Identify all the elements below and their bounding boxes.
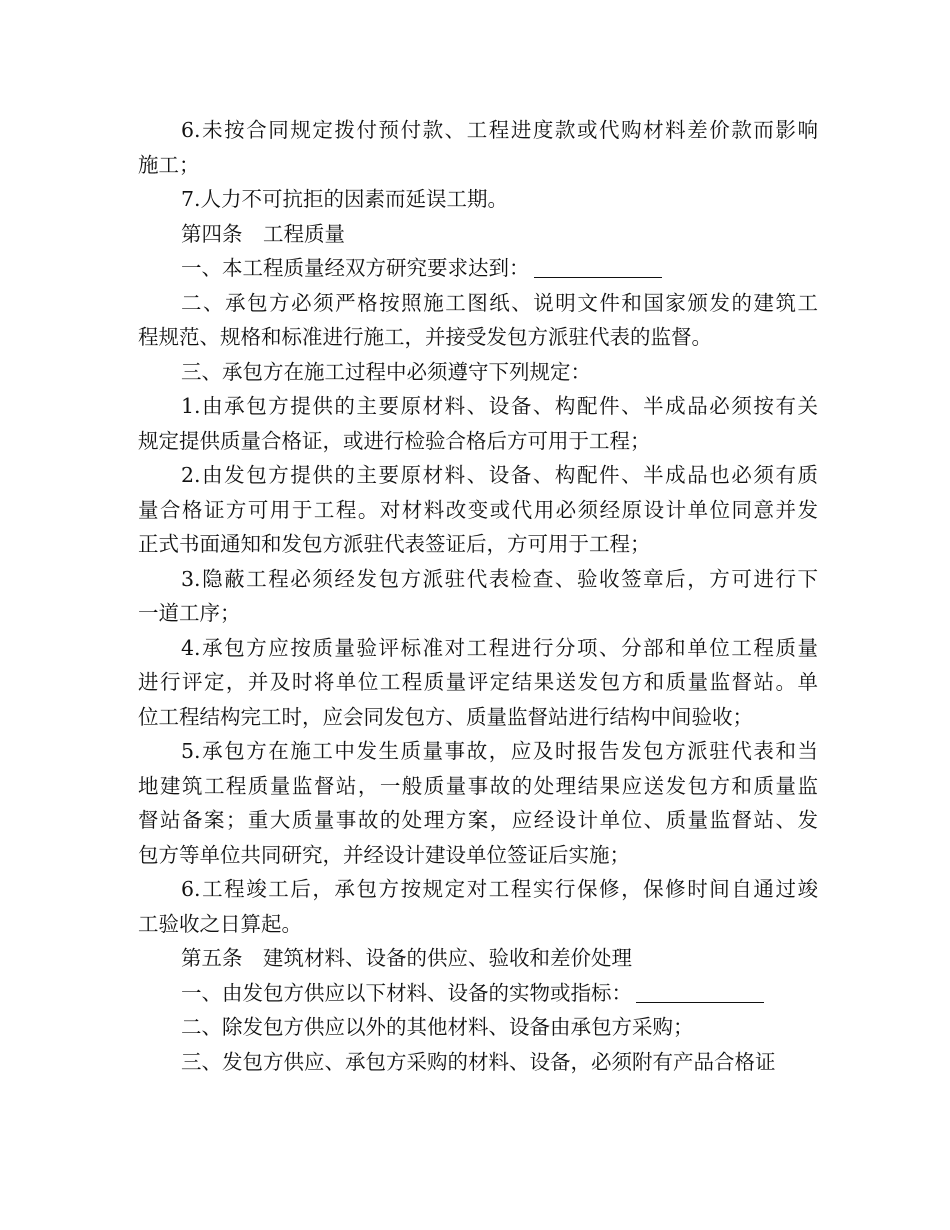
text-line bbox=[138, 148, 818, 183]
paragraph bbox=[138, 872, 818, 941]
paragraph bbox=[138, 562, 818, 631]
text-line bbox=[138, 976, 818, 1011]
text-line bbox=[138, 320, 818, 355]
text-line-content: 量合格证方可用于工程。对材料改变或代用必须经原设计单位同意并发 bbox=[138, 497, 818, 522]
text-line bbox=[138, 907, 818, 942]
text-line bbox=[138, 113, 818, 148]
text-line-content: 施工； bbox=[138, 152, 200, 177]
text-line-content: 1.由承包方提供的主要原材料、设备、构配件、半成品必须按有关 bbox=[181, 394, 818, 418]
paragraph bbox=[138, 941, 818, 976]
text-line-content: 7.人力不可抗拒的因素而延误工期。 bbox=[181, 187, 509, 211]
text-line bbox=[138, 355, 818, 390]
text-line bbox=[138, 803, 818, 838]
text-line-content: 包方等单位共同研究，并经设计建设单位签证后实施； bbox=[138, 842, 630, 867]
text-line-content: 3.隐蔽工程必须经发包方派驻代表检查、验收签章后，方可进行下 bbox=[181, 566, 818, 591]
text-line bbox=[138, 1010, 818, 1045]
paragraph bbox=[138, 251, 818, 286]
text-line-content: 二、承包方必须严格按照施工图纸、说明文件和国家颁发的建筑工 bbox=[181, 290, 818, 315]
text-line-content: 三、承包方在施工过程中必须遵守下列规定： bbox=[181, 359, 591, 384]
paragraph bbox=[138, 458, 818, 562]
text-line bbox=[138, 286, 818, 321]
text-line bbox=[138, 527, 818, 562]
text-line-content: 进行评定，并及时将单位工程质量评定结果送发包方和质量监督站。单 bbox=[138, 670, 818, 694]
paragraph bbox=[138, 355, 818, 390]
text-line bbox=[138, 596, 818, 631]
text-line bbox=[138, 251, 818, 286]
text-line bbox=[138, 217, 818, 252]
text-line-content: 一道工序； bbox=[138, 601, 241, 625]
text-line bbox=[138, 941, 818, 976]
paragraph bbox=[138, 1045, 818, 1080]
text-line-content: 6.工程竣工后，承包方按规定对工程实行保修，保修时间自通过竣 bbox=[181, 877, 818, 901]
text-line bbox=[138, 700, 818, 735]
text-line-content: 6.未按合同规定拨付预付款、工程进度款或代购材料差价款而影响 bbox=[181, 118, 818, 142]
text-line-content: 程规范、规格和标准进行施工，并接受发包方派驻代表的监督。 bbox=[138, 325, 712, 349]
text-line-content: 5.承包方在施工中发生质量事故，应及时报告发包方派驻代表和当 bbox=[181, 739, 818, 763]
text-line bbox=[138, 769, 818, 804]
text-line-content: 地建筑工程质量监督站，一般质量事故的处理结果应送发包方和质量监 bbox=[138, 773, 818, 798]
text-line-content: 2.由发包方提供的主要原材料、设备、构配件、半成品也必须有质 bbox=[181, 463, 818, 487]
text-line-content: 工验收之日算起。 bbox=[138, 911, 302, 936]
fill-in-blank-underline bbox=[534, 276, 662, 278]
paragraph bbox=[138, 734, 818, 872]
text-line-content: 第五条 建筑材料、设备的供应、验收和差价处理 bbox=[181, 946, 632, 970]
text-line bbox=[138, 631, 818, 666]
text-line bbox=[138, 665, 818, 700]
text-line bbox=[138, 838, 818, 873]
text-line bbox=[138, 389, 818, 424]
text-line bbox=[138, 493, 818, 528]
text-line-content: 三、发包方供应、承包方采购的材料、设备，必须附有产品合格证 bbox=[181, 1049, 776, 1074]
paragraph bbox=[138, 1010, 818, 1045]
text-line-content: 督站备案；重大质量事故的处理方案，应经设计单位、质量监督站、发 bbox=[138, 808, 818, 832]
text-line bbox=[138, 1045, 818, 1080]
text-line-content: 一、由发包方供应以下材料、设备的实物或指标： bbox=[181, 980, 632, 1005]
text-line bbox=[138, 182, 818, 217]
text-line bbox=[138, 424, 818, 459]
paragraph bbox=[138, 286, 818, 355]
text-line bbox=[138, 562, 818, 597]
text-line bbox=[138, 458, 818, 493]
document-body bbox=[138, 113, 818, 1079]
paragraph bbox=[138, 976, 818, 1011]
text-line bbox=[138, 872, 818, 907]
paragraph bbox=[138, 389, 818, 458]
text-line-content: 正式书面通知和发包方派驻代表签证后，方可用于工程； bbox=[138, 532, 651, 556]
text-line-content: 二、除发包方供应以外的其他材料、设备由承包方采购； bbox=[181, 1015, 694, 1039]
text-line-content: 规定提供质量合格证，或进行检验合格后方可用于工程； bbox=[138, 428, 651, 453]
paragraph bbox=[138, 631, 818, 735]
paragraph bbox=[138, 182, 818, 217]
text-line bbox=[138, 734, 818, 769]
text-line-content: 第四条 工程质量 bbox=[181, 221, 345, 246]
fill-in-blank-underline bbox=[636, 1001, 764, 1003]
text-line-content: 位工程结构完工时，应会同发包方、质量监督站进行结构中间验收； bbox=[138, 704, 753, 729]
paragraph bbox=[138, 217, 818, 252]
text-line-content: 一、本工程质量经双方研究要求达到： bbox=[181, 256, 530, 280]
text-line-content: 4.承包方应按质量验评标准对工程进行分项、分部和单位工程质量 bbox=[181, 635, 818, 660]
paragraph bbox=[138, 113, 818, 182]
